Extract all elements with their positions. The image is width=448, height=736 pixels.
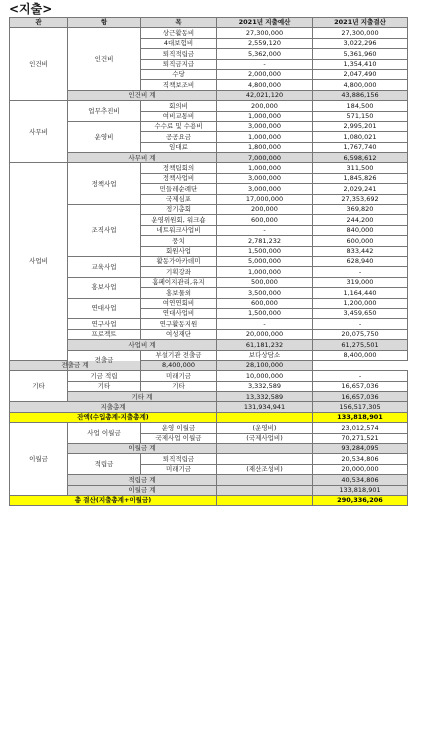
budget-cell: 8,400,000 xyxy=(141,360,217,370)
budget-cell: 1,500,000 xyxy=(217,246,313,256)
mok-cell: 활동가아카데미 xyxy=(141,256,217,266)
hang-affiliate-transfer: 부설기관 전출금 xyxy=(141,350,217,360)
settlement-cell: 628,940 xyxy=(313,256,408,266)
budget-cell: 3,000,000 xyxy=(217,121,313,131)
subtotal-row xyxy=(10,340,408,350)
mok-cell: 홍보물외 xyxy=(141,288,217,298)
mok-cell: 뭉치 xyxy=(141,236,217,246)
table-row xyxy=(10,329,408,339)
hang-policy: 정책사업 xyxy=(68,163,141,205)
balance-row xyxy=(10,412,408,422)
settlement-cell: 23,012,574 xyxy=(313,423,408,433)
settlement-cell: 70,271,521 xyxy=(313,433,408,443)
header-settlement: 2021년 지출결산 xyxy=(313,18,408,28)
header-budget: 2021년 지출예산 xyxy=(217,18,313,28)
mok-cell: 퇴직적립금 xyxy=(141,454,217,464)
settlement-cell: 2,047,490 xyxy=(313,69,408,79)
settlement-cell: 1,164,440 xyxy=(313,288,408,298)
budget-cell: 3,500,000 xyxy=(217,288,313,298)
subtotal-row xyxy=(10,392,408,402)
settlement-cell: 61,275,501 xyxy=(313,340,408,350)
header-mok: 목 xyxy=(141,18,217,28)
subtotal-row xyxy=(10,153,408,163)
settlement-cell: 4,800,000 xyxy=(313,80,408,90)
settlement-cell: - xyxy=(313,371,408,381)
budget-cell: - xyxy=(217,59,313,69)
mok-cell: 회의비 xyxy=(141,101,217,111)
budget-cell: (재산조성비) xyxy=(217,464,313,474)
settlement-cell: 6,598,612 xyxy=(313,153,408,163)
settlement-cell: 5,361,960 xyxy=(313,49,408,59)
budget-cell: 3,000,000 xyxy=(217,184,313,194)
budget-cell: 131,934,941 xyxy=(217,402,313,412)
mok-cell: 기타 xyxy=(141,381,217,391)
hang-organization: 조직사업 xyxy=(68,205,141,257)
budget-cell: 8,400,000 xyxy=(313,350,408,360)
settlement-cell: 156,517,305 xyxy=(313,402,408,412)
budget-cell: 2,781,232 xyxy=(217,236,313,246)
budget-cell xyxy=(217,475,313,485)
hang-operation: 운영비 xyxy=(68,121,141,152)
settlement-cell: 20,000,000 xyxy=(313,464,408,474)
table-row xyxy=(10,121,408,131)
settlement-cell: 600,000 xyxy=(313,236,408,246)
table-header-row xyxy=(10,18,408,28)
table-row xyxy=(10,28,408,38)
gwan-other: 기타 xyxy=(10,371,68,402)
mok-cell: 운영위원회, 워크숍 xyxy=(141,215,217,225)
mok-cell: 국제심포 xyxy=(141,194,217,204)
mok-cell: 연대사업비 xyxy=(141,308,217,318)
settlement-cell: 27,353,692 xyxy=(313,194,408,204)
mok-cell: 네트워크사업비 xyxy=(141,225,217,235)
budget-cell: 1,000,000 xyxy=(217,163,313,173)
mok-cell: 정책사업비 xyxy=(141,173,217,183)
settlement-cell: 1,767,740 xyxy=(313,142,408,152)
settlement-cell: 840,000 xyxy=(313,225,408,235)
hang-reserve: 적립금 xyxy=(68,454,141,475)
total-expense-row xyxy=(10,402,408,412)
budget-cell: 20,000,000 xyxy=(217,329,313,339)
subtotal-label: 이월금 계 xyxy=(68,444,217,454)
mok-cell: 수수료 및 수용비 xyxy=(141,121,217,131)
budget-cell: 1,000,000 xyxy=(217,267,313,277)
budget-cell: 2,559,120 xyxy=(217,38,313,48)
mok-cell: 미래기금 xyxy=(141,464,217,474)
subtotal-label: 이월금 계 xyxy=(68,485,217,495)
settlement-cell: - xyxy=(313,319,408,329)
budget-cell xyxy=(217,485,313,495)
budget-cell: 1,000,000 xyxy=(217,132,313,142)
budget-cell: 4,800,000 xyxy=(217,80,313,90)
mok-cell: 기획강좌 xyxy=(141,267,217,277)
settlement-cell: 1,845,826 xyxy=(313,173,408,183)
budget-cell: 7,000,000 xyxy=(217,153,313,163)
settlement-cell: 833,442 xyxy=(313,246,408,256)
table-row xyxy=(10,101,408,111)
settlement-cell: 20,075,750 xyxy=(313,329,408,339)
gwan-personnel: 인건비 xyxy=(10,28,68,101)
hang-fund-reserve: 기금 적립 xyxy=(68,371,141,381)
mok-cell: 운영 이월금 xyxy=(141,423,217,433)
hang-business-carryover: 사업 이월금 xyxy=(68,423,141,444)
budget-cell: 27,300,000 xyxy=(217,28,313,38)
mok-cell: 홈페이지관리,유지 xyxy=(141,277,217,287)
subtotal-label: 기타 계 xyxy=(68,392,217,402)
gwan-project: 사업비 xyxy=(10,163,68,360)
expense-settlement-table xyxy=(9,17,408,506)
mok-cell: 국제사업 이월금 xyxy=(141,433,217,443)
settlement-cell: 1,080,021 xyxy=(313,132,408,142)
settlement-cell: 93,284,095 xyxy=(313,444,408,454)
budget-cell: (운영비) xyxy=(217,423,313,433)
table-row xyxy=(10,423,408,433)
budget-cell: - xyxy=(217,225,313,235)
table-row xyxy=(10,298,408,308)
mok-cell: 미래기금 xyxy=(141,371,217,381)
budget-cell: 3,000,000 xyxy=(217,173,313,183)
settlement-cell: - xyxy=(313,267,408,277)
settlement-cell: 571,150 xyxy=(313,111,408,121)
mok-cell: 여연연회비 xyxy=(141,298,217,308)
mok-cell: 민들레순례단 xyxy=(141,184,217,194)
mok-cell: 퇴직금지급 xyxy=(141,59,217,69)
settlement-cell: 319,000 xyxy=(313,277,408,287)
mok-cell: 여성재단 xyxy=(141,329,217,339)
settlement-cell: 28,100,000 xyxy=(217,360,313,370)
settlement-cell: 184,500 xyxy=(313,101,408,111)
mok-cell: 상근활동비 xyxy=(141,28,217,38)
table-row xyxy=(10,205,408,215)
mok-cell: 정책팀회의 xyxy=(141,163,217,173)
budget-cell: 1,800,000 xyxy=(217,142,313,152)
mok-cell: 4대보험비 xyxy=(141,38,217,48)
mok-cell: 직책보조비 xyxy=(141,80,217,90)
table-row xyxy=(10,163,408,173)
table-row xyxy=(10,454,408,464)
budget-cell: 17,000,000 xyxy=(217,194,313,204)
budget-cell: 5,362,000 xyxy=(217,49,313,59)
hang-business-promotion: 업무추진비 xyxy=(68,101,141,122)
settlement-cell: 16,657,036 xyxy=(313,381,408,391)
mok-cell: 임대료 xyxy=(141,142,217,152)
table-row xyxy=(10,381,408,391)
settlement-cell: 311,500 xyxy=(313,163,408,173)
budget-cell: 200,000 xyxy=(217,101,313,111)
budget-cell: - xyxy=(217,319,313,329)
grand-total-row xyxy=(10,495,408,505)
total-expense-label: 지출총계 xyxy=(10,402,217,412)
settlement-cell: 20,534,806 xyxy=(313,454,408,464)
budget-cell: 600,000 xyxy=(217,215,313,225)
budget-cell xyxy=(217,454,313,464)
budget-cell: 61,181,232 xyxy=(217,340,313,350)
grand-total-label: 총 결산(지출총계+이월금) xyxy=(10,495,217,505)
settlement-cell: 40,534,806 xyxy=(313,475,408,485)
hang-research: 연구사업 xyxy=(68,319,141,329)
subtotal-label: 인건비 계 xyxy=(68,90,217,100)
budget-cell: 1,500,000 xyxy=(217,308,313,318)
budget-cell xyxy=(217,412,313,422)
table-row xyxy=(10,256,408,266)
settlement-cell: 3,022,296 xyxy=(313,38,408,48)
settlement-cell: 369,820 xyxy=(313,205,408,215)
settlement-cell: 244,200 xyxy=(313,215,408,225)
budget-cell xyxy=(217,495,313,505)
budget-cell xyxy=(217,444,313,454)
balance-label: 잔액(수입총계-지출총계) xyxy=(10,412,217,422)
settlement-cell: 133,818,901 xyxy=(313,412,408,422)
budget-cell: 5,000,000 xyxy=(217,256,313,266)
table-row xyxy=(10,371,408,381)
table-row xyxy=(10,319,408,329)
settlement-cell: 2,995,201 xyxy=(313,121,408,131)
subtotal-row xyxy=(10,90,408,100)
subtotal-row xyxy=(10,444,408,454)
budget-cell: (국제사업비) xyxy=(217,433,313,443)
table-row xyxy=(10,350,408,360)
gwan-transfer: 전출금 xyxy=(68,350,141,371)
gwan-office: 사무비 xyxy=(10,101,68,163)
subtotal-label: 사무비 계 xyxy=(68,153,217,163)
settlement-cell: 43,886,156 xyxy=(313,90,408,100)
settlement-cell: 1,200,000 xyxy=(313,298,408,308)
hang-solidarity: 연대사업 xyxy=(68,298,141,319)
mok-cell: 공공요금 xyxy=(141,132,217,142)
subtotal-row xyxy=(10,360,408,370)
hang-education: 교육사업 xyxy=(68,256,141,277)
settlement-cell: 2,029,241 xyxy=(313,184,408,194)
hang-project: 프로젝트 xyxy=(68,329,141,339)
mok-cell: 수당 xyxy=(141,69,217,79)
gwan-carryover: 이월금 xyxy=(10,423,68,496)
subtotal-label: 전출금 계 xyxy=(10,360,141,370)
settlement-cell: 27,300,000 xyxy=(313,28,408,38)
subtotal-label: 사업비 계 xyxy=(68,340,217,350)
budget-cell: 42,021,120 xyxy=(217,90,313,100)
budget-cell: 500,000 xyxy=(217,277,313,287)
settlement-cell: 16,657,036 xyxy=(313,392,408,402)
mok-cell: 여비교통비 xyxy=(141,111,217,121)
settlement-cell: 290,336,206 xyxy=(313,495,408,505)
settlement-cell: 133,818,901 xyxy=(313,485,408,495)
subtotal-row xyxy=(10,485,408,495)
hang-publicity: 홍보사업 xyxy=(68,277,141,298)
budget-cell: 200,000 xyxy=(217,205,313,215)
mok-cell: 회원사업 xyxy=(141,246,217,256)
page-title: <지출> xyxy=(9,2,53,16)
settlement-cell: 1,354,410 xyxy=(313,59,408,69)
budget-cell: 13,332,589 xyxy=(217,392,313,402)
header-hang: 항 xyxy=(68,18,141,28)
hang-other: 기타 xyxy=(68,381,141,391)
subtotal-row xyxy=(10,475,408,485)
mok-cell: 보다상담소 xyxy=(217,350,313,360)
table-row xyxy=(10,277,408,287)
hang-personnel: 인건비 xyxy=(68,28,141,90)
budget-cell: 600,000 xyxy=(217,298,313,308)
settlement-cell: 3,459,650 xyxy=(313,308,408,318)
budget-cell: 3,332,589 xyxy=(217,381,313,391)
mok-cell: 연구활동지원 xyxy=(141,319,217,329)
budget-cell: 2,000,000 xyxy=(217,69,313,79)
budget-cell: 1,000,000 xyxy=(217,111,313,121)
budget-cell: 10,000,000 xyxy=(217,371,313,381)
header-gwan: 관 xyxy=(10,18,68,28)
mok-cell: 정기총회 xyxy=(141,205,217,215)
subtotal-label: 적립금 계 xyxy=(68,475,217,485)
mok-cell: 퇴직적립금 xyxy=(141,49,217,59)
